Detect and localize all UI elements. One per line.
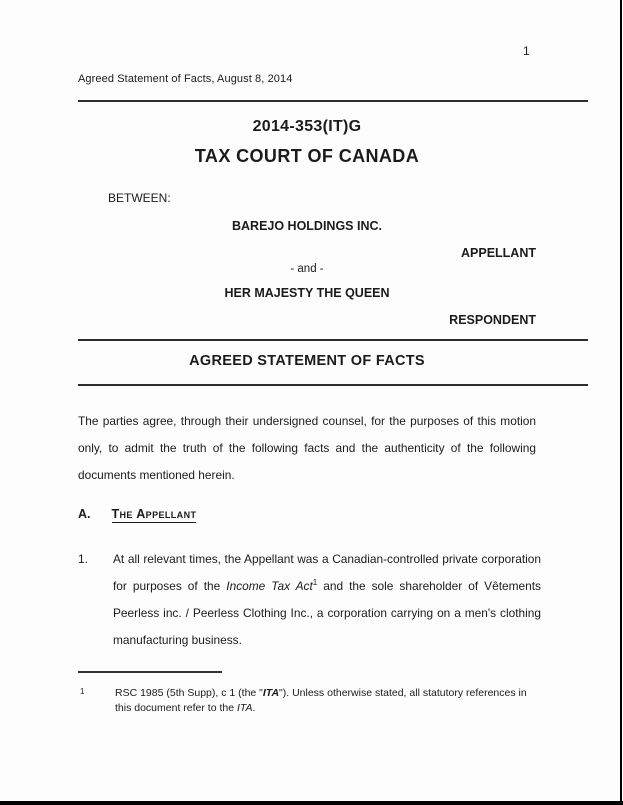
footnote-reference-superscript: 1: [312, 578, 318, 587]
paragraph-1: [78, 546, 541, 654]
and-separator: - and -: [290, 263, 324, 275]
intro-paragraph: The parties agree, through their undersigned counsel, for the purposes of this motion only, to admit the truth of the following facts and the authenticity of the following documents mentioned herein.: [78, 414, 536, 482]
footnote-separator-rule: [78, 671, 222, 673]
docket-number: 2014-353(IT)G: [252, 118, 362, 135]
paragraph-1-text: [113, 546, 541, 654]
between-label: BETWEEN:: [108, 191, 171, 205]
horizontal-rule-caption: [78, 339, 588, 341]
document-title: AGREED STATEMENT OF FACTS: [189, 353, 425, 369]
running-header: Agreed Statement of Facts, August 8, 2014: [78, 73, 293, 85]
section-a-heading: [78, 507, 536, 521]
ita-abbreviation-first: ITA: [262, 687, 280, 699]
footnote-text: [115, 686, 530, 715]
paragraph-1-number: 1.: [78, 552, 88, 566]
page-number: 1: [523, 44, 530, 58]
horizontal-rule-title: [78, 384, 588, 386]
footnote-text-part2: "). Unless otherwise stated, all statutory references in this document refer to the: [115, 687, 527, 714]
act-name-italic: Income Tax Act: [226, 579, 313, 593]
appellant-designation: APPELLANT: [461, 246, 536, 260]
court-name: TAX COURT OF CANADA: [194, 146, 420, 166]
section-a-label: A.: [78, 507, 91, 521]
scan-edge-bottom: [0, 801, 623, 805]
paragraph-1-text-before: At all relevant times, the Appellant was a Canadian-controlled private corporation for purposes of the: [113, 552, 541, 593]
horizontal-rule-top: [78, 100, 588, 102]
appellant-name: BAREJO HOLDINGS INC.: [231, 219, 382, 233]
section-a-title: The Appellant: [111, 507, 197, 521]
footnote-text-part1: RSC 1985 (5th Supp), c 1 (the ": [115, 687, 263, 699]
paragraph-1-text-after: and the sole shareholder of Vêtements Peerless inc. / Peerless Clothing Inc., a corporation carrying on a men's clothing manufacturing business.: [113, 579, 542, 647]
respondent-designation: RESPONDENT: [449, 313, 536, 327]
ita-abbreviation-second: ITA: [236, 701, 253, 714]
respondent-name: HER MAJESTY THE QUEEN: [224, 286, 390, 300]
scan-edge-right: [620, 0, 622, 805]
footnote-text-part3: .: [252, 701, 256, 714]
footnote-marker: 1: [80, 687, 85, 696]
